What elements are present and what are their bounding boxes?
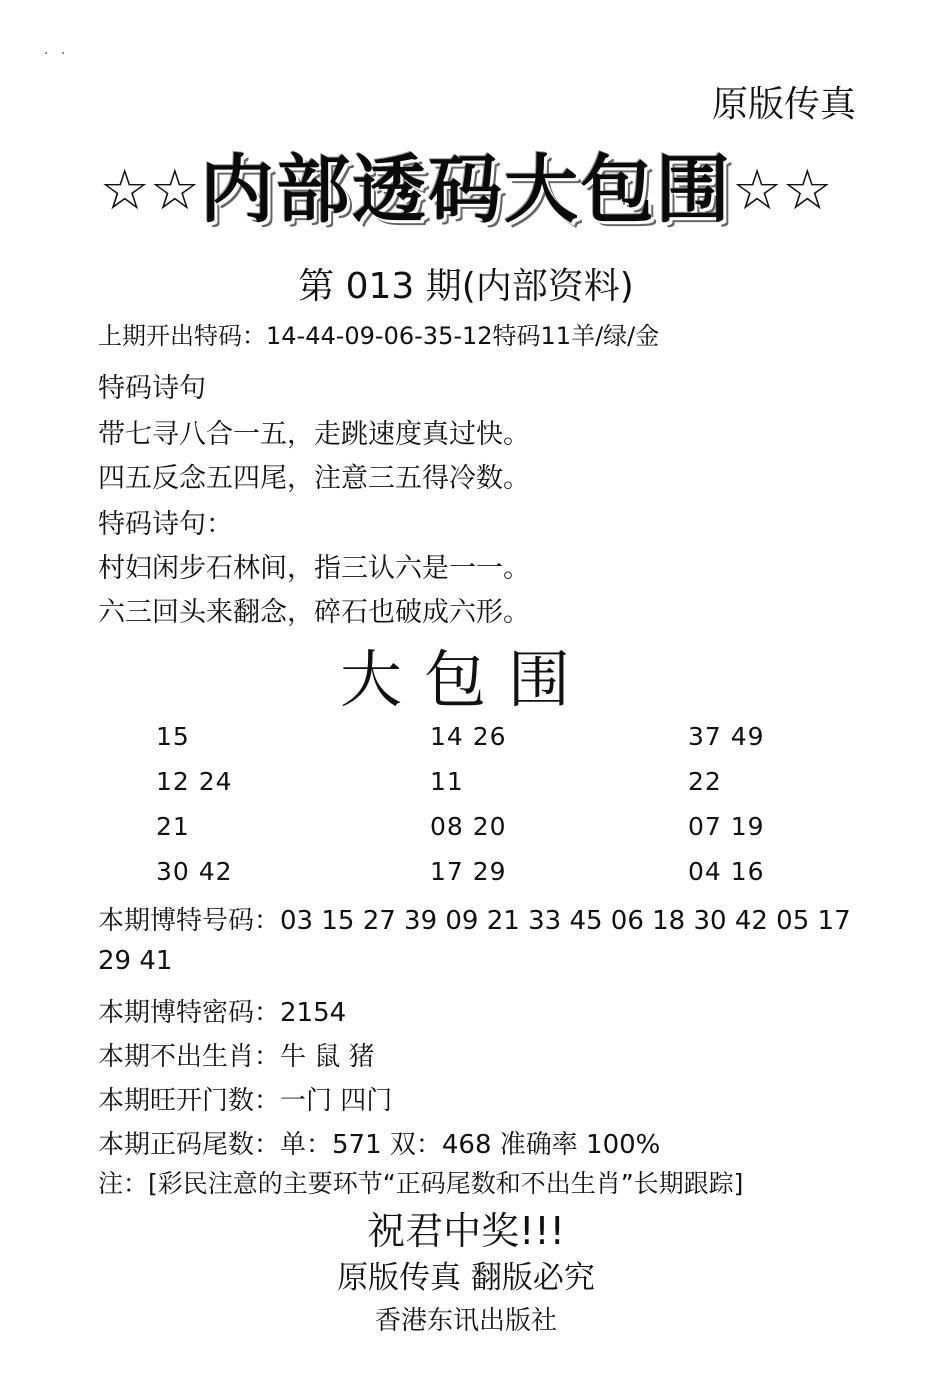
number-cell: 07 19 bbox=[688, 812, 765, 841]
poem-line: 四五反念五四尾，注意三五得冷数。 bbox=[98, 463, 530, 494]
number-cell: 17 29 bbox=[430, 857, 507, 886]
last-period-line: 上期开出特码：14-44-09-06-35-12特码11羊/绿/金 bbox=[98, 322, 660, 350]
special-numbers-line: 本期博特号码：03 15 27 39 09 21 33 45 06 18 30 42 05 17 bbox=[98, 906, 851, 936]
special-code-line: 本期博特密码：2154 bbox=[98, 998, 347, 1028]
publisher-name: 香港东讯出版社 bbox=[374, 1306, 557, 1336]
number-cell: 21 bbox=[156, 812, 190, 841]
original-fax-label: 原版传真 bbox=[711, 84, 856, 125]
number-cell: 22 bbox=[688, 767, 722, 796]
poem-line: 六三回头来翻念，碎石也破成六形。 bbox=[98, 597, 530, 628]
number-cell: 12 24 bbox=[156, 767, 233, 796]
door-count-line: 本期旺开门数：一门 四门 bbox=[98, 1086, 393, 1116]
number-cell: 04 16 bbox=[688, 857, 765, 886]
tail-digits-line: 本期正码尾数：单：571 双：468 准确率 100% bbox=[98, 1130, 661, 1160]
poem-line: 带七寻八合一五，走跳速度真过快。 bbox=[98, 419, 530, 450]
issue-line: 第 013 期(内部资料) bbox=[298, 266, 634, 307]
corner-dots: · · bbox=[44, 46, 70, 62]
number-cell: 30 42 bbox=[156, 857, 233, 886]
excluded-zodiac-line: 本期不出生肖：牛 鼠 猪 bbox=[98, 1042, 375, 1072]
special-numbers-continuation: 29 41 bbox=[98, 946, 173, 976]
star-right-icon: ☆☆ bbox=[732, 158, 833, 223]
wish-line: 祝君中奖!!! bbox=[367, 1209, 565, 1253]
number-cell: 14 26 bbox=[430, 722, 507, 751]
page-title bbox=[0, 140, 932, 241]
title-text: 内部透码大包围 bbox=[200, 147, 732, 233]
note-line: 注：[彩民注意的主要环节“正码尾数和不出生肖”长期跟踪] bbox=[98, 1169, 744, 1198]
number-cell: 15 bbox=[156, 722, 190, 751]
poem-heading: 特码诗句： bbox=[98, 509, 233, 540]
poem-line: 村妇闲步石林间，指三认六是一一。 bbox=[98, 553, 530, 584]
copyright-line: 原版传真 翻版必究 bbox=[337, 1260, 595, 1296]
number-cell: 08 20 bbox=[430, 812, 507, 841]
number-cell: 37 49 bbox=[688, 722, 765, 751]
number-cell: 11 bbox=[430, 767, 464, 796]
big-heading: 大包围 bbox=[339, 643, 592, 716]
star-left-icon: ☆☆ bbox=[99, 158, 200, 223]
poem-heading: 特码诗句 bbox=[98, 373, 206, 404]
